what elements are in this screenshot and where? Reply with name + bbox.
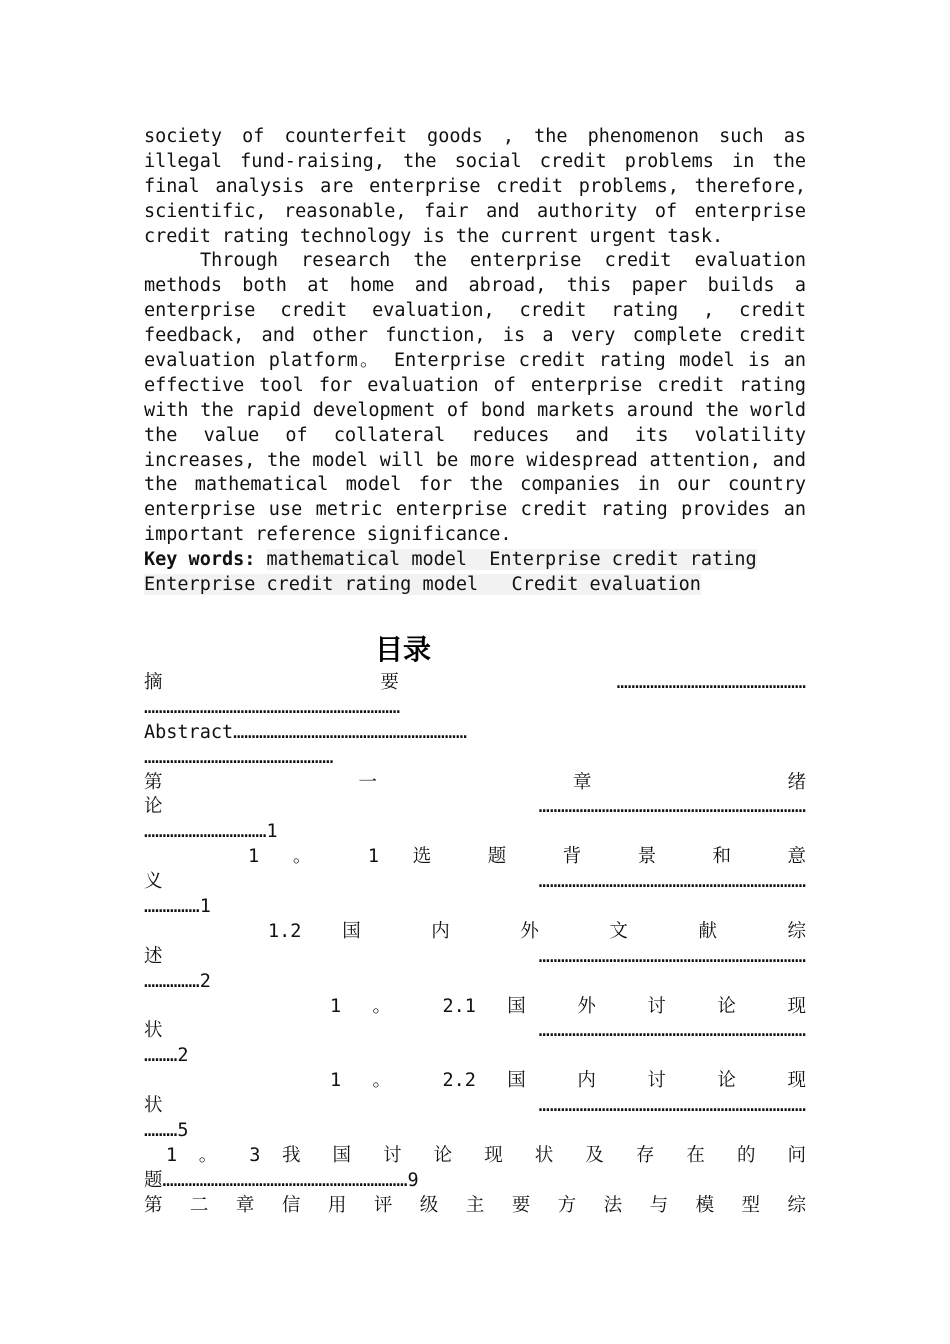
- toc-line[interactable]: ……………………………………………………………: [144, 696, 401, 718]
- toc-line[interactable]: 1 。 1 选 题 背 景 和 意: [248, 846, 806, 868]
- toc-line[interactable]: ……………2: [144, 970, 211, 992]
- abstract-line: enterprise use metric enterprise credit rating provides an: [144, 499, 806, 521]
- abstract-line: society of counterfeit goods , the phenomenon such as: [144, 126, 806, 147]
- abstract-line: feedback, and other function, is a very complete credit: [144, 325, 806, 347]
- toc-line[interactable]: 状 ………………………………………………………………: [144, 1020, 806, 1042]
- abstract-body: [144, 125, 806, 598]
- abstract-line: enterprise credit evaluation, credit rating , credit: [144, 300, 806, 322]
- toc-line[interactable]: 摘 要 ……………………………………………: [144, 672, 806, 693]
- toc-line[interactable]: ………2: [144, 1045, 189, 1067]
- abstract-line: with the rapid development of bond markets around the world: [144, 399, 806, 421]
- abstract-line: Through research the enterprise credit evaluation: [200, 250, 806, 272]
- keywords-line-1: [144, 548, 806, 573]
- keywords-label: Key words:: [144, 549, 256, 571]
- abstract-line: credit rating technology is the current urgent task.: [144, 225, 724, 247]
- abstract-line: illegal fund-raising, the social credit problems in the: [144, 150, 806, 172]
- toc-line[interactable]: ……………………………1: [144, 821, 278, 843]
- toc-title: 目录: [374, 633, 431, 666]
- keywords-value: mathematical model Enterprise credit rating: [266, 549, 757, 571]
- toc-line[interactable]: 1 。 2.2 国 内 讨 论 现: [330, 1070, 806, 1092]
- keywords-value: Enterprise credit rating model Credit evaluation: [144, 574, 701, 596]
- toc-line[interactable]: ……………1: [144, 896, 211, 918]
- abstract-line: effective tool for evaluation of enterprise credit rating: [144, 374, 806, 396]
- toc-line[interactable]: ………5: [144, 1120, 189, 1142]
- toc-line[interactable]: 状 ………………………………………………………………: [144, 1095, 806, 1117]
- toc-line[interactable]: 第 一 章 绪: [144, 771, 806, 793]
- abstract-line: the mathematical model for the companies in our country: [144, 474, 806, 496]
- toc-line[interactable]: 第 二 章 信 用 评 级 主 要 方 法 与 模 型 综: [144, 1194, 806, 1216]
- abstract-line: the value of collateral reduces and its volatility: [144, 424, 806, 446]
- toc-line[interactable]: 1 。 2.1 国 外 讨 论 现: [330, 995, 806, 1017]
- toc-line[interactable]: Abstract………………………………………………………: [144, 721, 468, 743]
- abstract-line: final analysis are enterprise credit problems, therefore,: [144, 175, 806, 197]
- keywords-line-2: [144, 573, 806, 598]
- abstract-line: evaluation platform。 Enterprise credit rating model is an: [144, 350, 806, 372]
- table-of-contents: [144, 671, 806, 1219]
- toc-line[interactable]: 述 ………………………………………………………………: [144, 945, 806, 967]
- abstract-line: increases, the model will be more widespread attention, and: [144, 449, 806, 471]
- toc-line[interactable]: 题…………………………………………………………9: [144, 1169, 419, 1191]
- toc-line[interactable]: 1 。 3 我 国 讨 论 现 状 及 存 在 的 问: [166, 1144, 806, 1166]
- abstract-line: scientific, reasonable, fair and authority of enterprise: [144, 200, 806, 222]
- toc-line[interactable]: 1.2 国 内 外 文 献 综: [268, 920, 806, 942]
- abstract-line: methods both at home and abroad, this paper builds a: [144, 275, 806, 297]
- abstract-line: important reference significance.: [144, 524, 512, 546]
- toc-line[interactable]: ……………………………………………: [144, 746, 334, 768]
- toc-line[interactable]: 义 ………………………………………………………………: [144, 871, 806, 893]
- toc-line[interactable]: 论 ………………………………………………………………: [144, 796, 806, 818]
